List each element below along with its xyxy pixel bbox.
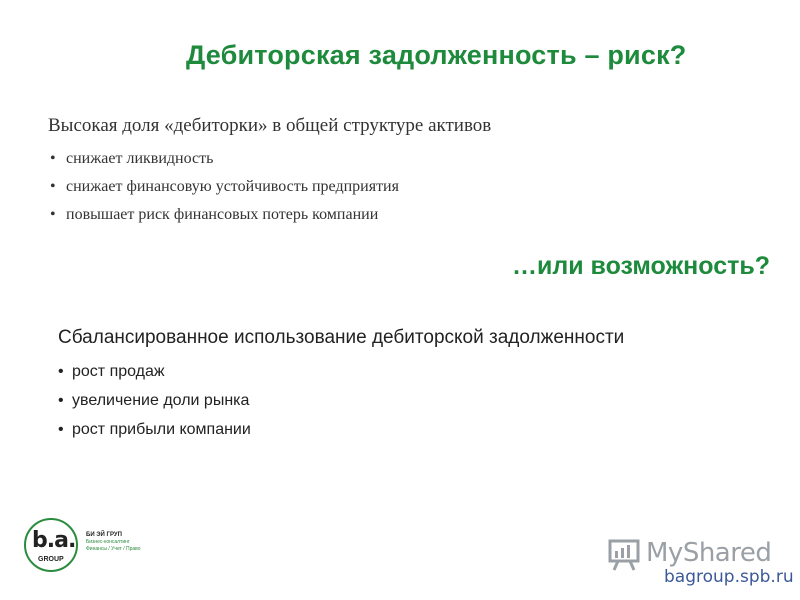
- list-item: • рост прибыли компании: [58, 415, 758, 444]
- logo-name: БИ ЭЙ ГРУП: [86, 532, 122, 538]
- site-link[interactable]: bagroup.spb.ru: [664, 567, 794, 587]
- list-item: • увеличение доли рынка: [58, 386, 758, 415]
- logo-line1: Бизнес-консалтинг: [86, 539, 130, 545]
- watermark: [608, 535, 794, 595]
- opportunity-block: [58, 327, 758, 444]
- opportunity-list: [58, 357, 758, 444]
- company-logo: [24, 518, 184, 578]
- watermark-brand: MyShared: [646, 538, 772, 568]
- opportunity-lead: Сбалансированное использование дебиторской задолженности: [58, 327, 625, 348]
- slide-subtitle: …или возможность?: [511, 252, 770, 280]
- list-item: • снижает финансовую устойчивость предприятия: [48, 173, 748, 201]
- logo-group: GROUP: [38, 556, 64, 563]
- logo-caption: [86, 532, 141, 553]
- presentation-board-icon: [608, 539, 642, 576]
- list-item: • снижает ликвидность: [48, 145, 748, 173]
- risk-list: [48, 145, 748, 229]
- logo-circle: [24, 518, 78, 572]
- risk-lead: Высокая доля «дебиторки» в общей структуре активов: [48, 115, 492, 136]
- risk-block: [48, 115, 748, 229]
- list-item: • повышает риск финансовых потерь компании: [48, 201, 748, 229]
- slide-title: Дебиторская задолженность – риск?: [186, 40, 687, 70]
- logo-line2: Финансы / Учет / Право: [86, 546, 141, 552]
- logo-mark: b.a.: [32, 528, 76, 553]
- list-item: • рост продаж: [58, 357, 758, 386]
